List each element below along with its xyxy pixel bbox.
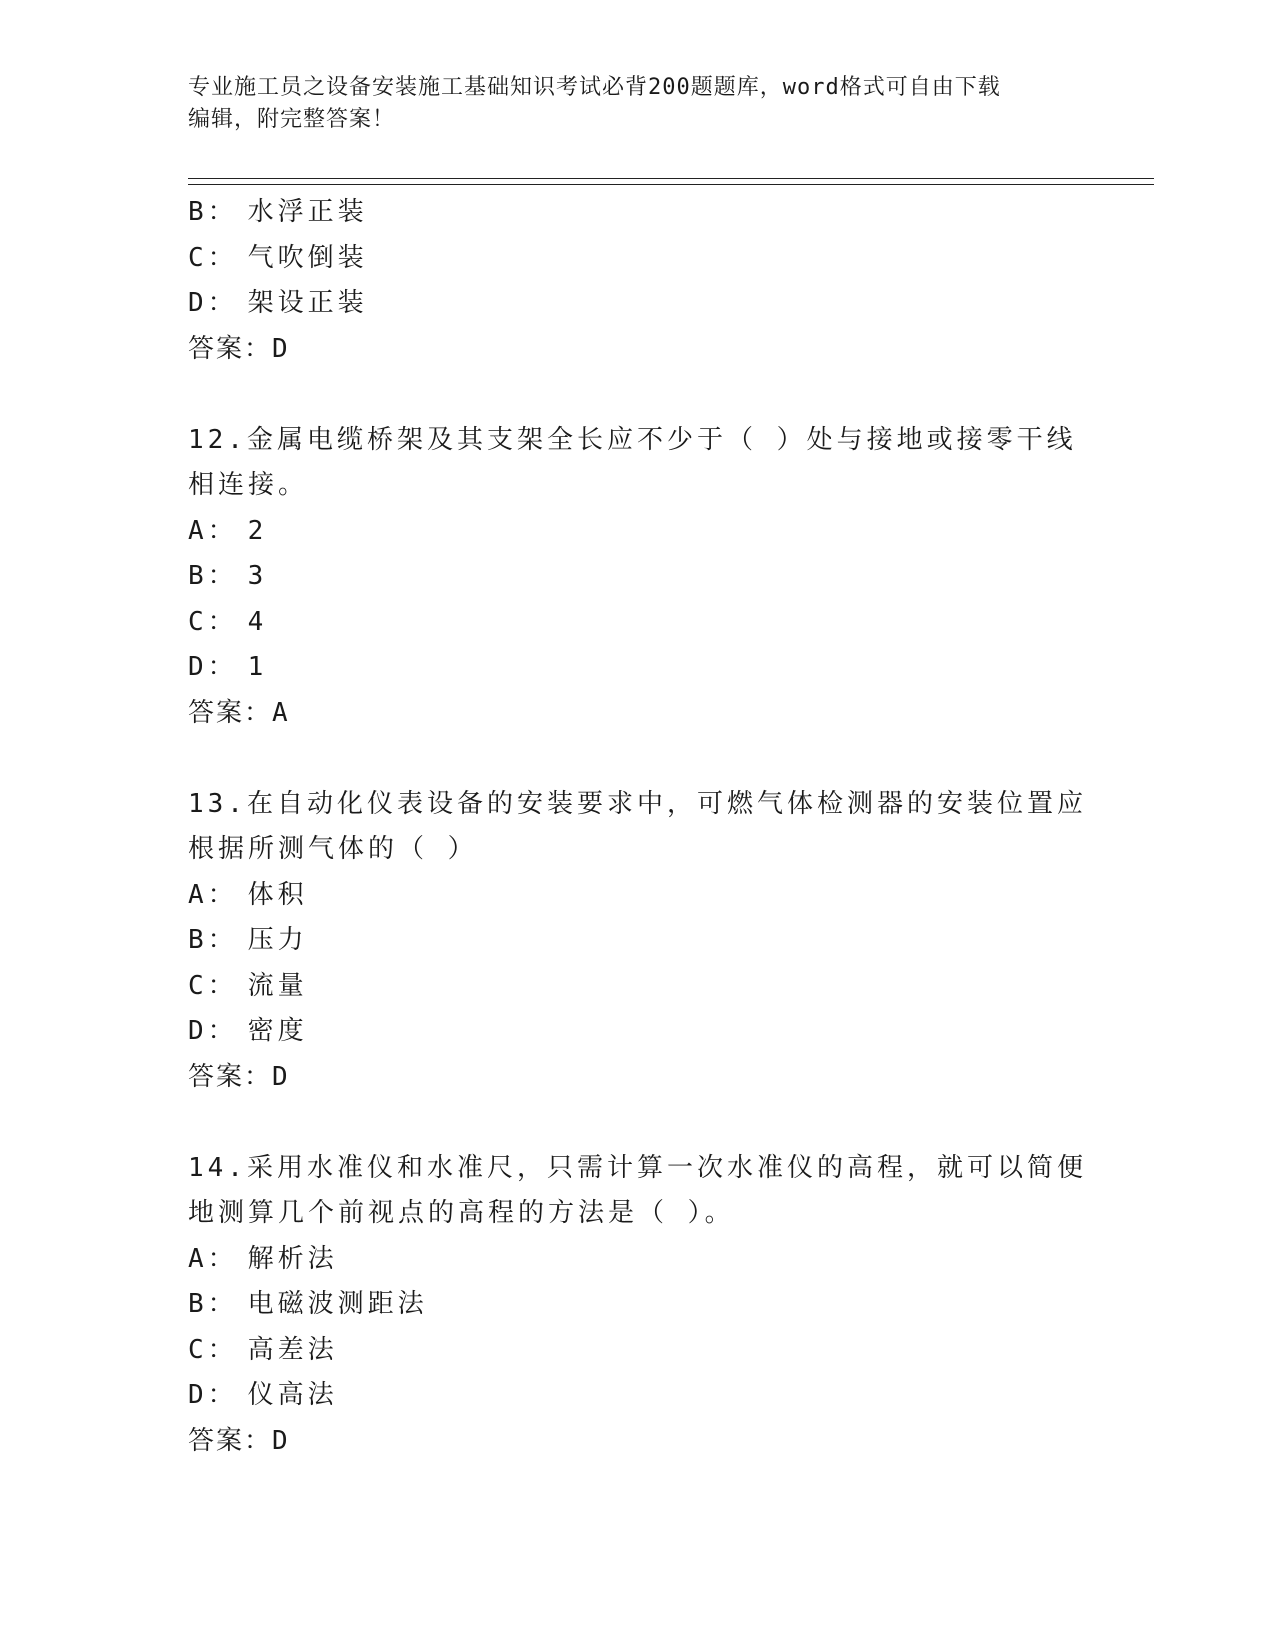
question-11-continuation <box>188 190 1088 372</box>
option-b <box>188 190 1088 236</box>
option-key: A <box>188 1243 208 1274</box>
option-key: B <box>188 561 208 591</box>
question-stem <box>188 1146 1088 1237</box>
option-key: B <box>188 925 208 955</box>
option-a <box>188 873 1088 919</box>
option-separator: ： <box>207 1380 238 1410</box>
answer-value: A <box>272 697 290 728</box>
question-number: 12. <box>188 424 247 455</box>
option-key: D <box>188 288 208 318</box>
option-c <box>188 964 1088 1010</box>
option-d <box>188 1009 1088 1055</box>
question-stem <box>188 418 1088 509</box>
option-c <box>188 1328 1088 1374</box>
option-key: B <box>188 1289 208 1319</box>
option-text: 水浮正装 <box>247 197 368 227</box>
option-c <box>188 236 1088 282</box>
question-14 <box>188 1146 1088 1465</box>
option-key: C <box>188 606 208 637</box>
option-d <box>188 645 1088 691</box>
answer-value: D <box>272 1425 290 1456</box>
option-key: C <box>188 1334 208 1365</box>
option-a <box>188 1237 1088 1283</box>
option-separator: ： <box>207 652 238 682</box>
question-13 <box>188 782 1088 1101</box>
option-separator: ： <box>207 288 238 318</box>
answer-line <box>188 691 1088 737</box>
question-spacer <box>188 736 1088 782</box>
option-separator: ： <box>207 1016 238 1046</box>
option-separator: ： <box>207 879 238 910</box>
option-text: 流量 <box>247 970 308 1001</box>
answer-label: 答案： <box>188 333 273 364</box>
option-d <box>188 281 1088 327</box>
question-stem-text: 在自动化仪表设备的安装要求中，可燃气体检测器的安装位置应根据所测气体的（ ） <box>188 788 1087 864</box>
option-separator: ： <box>207 1334 238 1365</box>
option-text: 气吹倒装 <box>247 242 368 273</box>
option-text: 架设正装 <box>247 288 368 318</box>
question-spacer <box>188 372 1088 418</box>
option-text: 1 <box>247 652 268 682</box>
answer-line <box>188 327 1088 373</box>
option-text: 高差法 <box>247 1334 338 1365</box>
option-b <box>188 554 1088 600</box>
option-c <box>188 600 1088 646</box>
question-stem-text: 采用水准仪和水准尺，只需计算一次水准仪的高程，就可以简便地测算几个前视点的高程的方法是（ ）。 <box>188 1152 1087 1228</box>
option-key: C <box>188 242 208 273</box>
option-text: 压力 <box>247 925 308 955</box>
option-text: 仪高法 <box>247 1380 338 1410</box>
option-key: B <box>188 197 208 227</box>
option-separator: ： <box>207 197 238 227</box>
option-key: D <box>188 1016 208 1046</box>
option-separator: ： <box>207 1243 238 1274</box>
option-separator: ： <box>207 515 238 546</box>
option-b <box>188 1282 1088 1328</box>
document-header <box>188 72 1088 136</box>
option-a <box>188 509 1088 555</box>
option-separator: ： <box>207 925 238 955</box>
header-title-line-2: 编辑，附完整答案！ <box>188 107 396 132</box>
option-separator: ： <box>207 561 238 591</box>
option-key: C <box>188 970 208 1001</box>
question-stem <box>188 782 1088 873</box>
option-text: 4 <box>247 606 268 637</box>
option-separator: ： <box>207 1289 238 1319</box>
option-separator: ： <box>207 606 238 637</box>
question-stem-text: 金属电缆桥架及其支架全长应不少于（ ）处与接地或接零干线相连接。 <box>188 424 1077 500</box>
option-text: 2 <box>247 515 268 546</box>
answer-label: 答案： <box>188 1425 273 1456</box>
answer-value: D <box>272 1061 290 1092</box>
question-number: 14. <box>188 1152 247 1183</box>
answer-label: 答案： <box>188 697 273 728</box>
question-number: 13. <box>188 788 247 819</box>
question-12 <box>188 418 1088 737</box>
answer-label: 答案： <box>188 1061 273 1092</box>
option-text: 解析法 <box>247 1243 338 1274</box>
header-title-line-1: 专业施工员之设备安装施工基础知识考试必背200题题库，word格式可自由下载 <box>188 75 1001 100</box>
option-b <box>188 918 1088 964</box>
header-rule-bottom <box>188 184 1154 185</box>
header-rule-top <box>188 178 1154 179</box>
option-key: A <box>188 515 208 546</box>
option-key: D <box>188 652 208 682</box>
question-list <box>188 190 1088 1464</box>
option-text: 3 <box>247 561 268 591</box>
question-spacer <box>188 1100 1088 1146</box>
option-separator: ： <box>207 970 238 1001</box>
option-separator: ： <box>207 242 238 273</box>
option-key: A <box>188 879 208 910</box>
option-d <box>188 1373 1088 1419</box>
option-key: D <box>188 1380 208 1410</box>
option-text: 电磁波测距法 <box>247 1289 428 1319</box>
answer-line <box>188 1055 1088 1101</box>
answer-line <box>188 1419 1088 1465</box>
option-text: 密度 <box>247 1016 308 1046</box>
option-text: 体积 <box>247 879 308 910</box>
answer-value: D <box>272 333 290 364</box>
